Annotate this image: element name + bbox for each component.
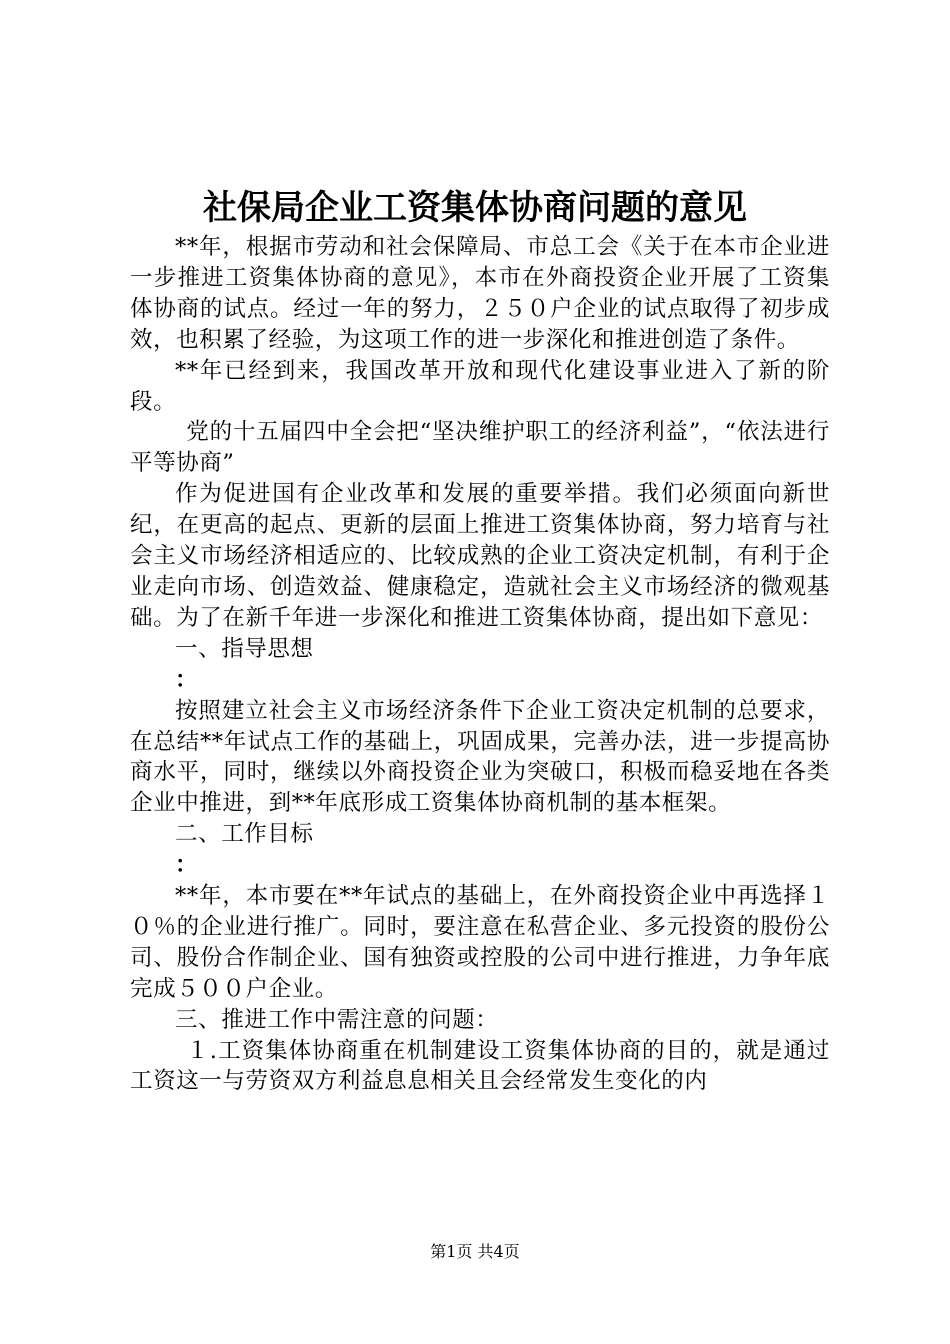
paragraph-measures: 作为促进国有企业改革和发展的重要举措。我们必须面向新世纪，在更高的起点、更新的层面上推进工资集体协商，努力培育与社会主义市场经济相适应的、比较成熟的企业工资决定机制，有利于企业走向市场、创造效益、健康稳定，造就社会主义市场经济的微观基础。为了在新千年进一步深化和推进工资集体协商，提出如下意见： xyxy=(130,481,830,631)
paragraph-intro: **年，根据市劳动和社会保障局、市总工会《关于在本市企业进一步推进工资集体协商的意见》，本市在外商投资企业开展了工资集体协商的试点。经过一年的努力，２５０户企业的试点取得了初步成效，也积累了经验，为这项工作的进一步深化和推进创造了条件。 xyxy=(130,234,830,353)
paragraph-issue-1: １.工资集体协商重在机制建设工资集体协商的目的，就是通过工资这一与劳资双方利益息息相关且会经常发生变化的内 xyxy=(130,1037,830,1095)
paragraph-new-stage: **年已经到来，我国改革开放和现代化建设事业进入了新的阶段。 xyxy=(130,357,830,415)
paragraph-plenum: 党的十五届四中全会把“坚决维护职工的经济利益”，“依法进行平等协商” xyxy=(130,419,830,477)
section-heading-issues: 三、推进工作中需注意的问题： xyxy=(175,1006,499,1033)
section-colon: ： xyxy=(175,666,199,693)
document-body xyxy=(130,232,830,1097)
page-footer: 第1页 共4页 xyxy=(430,1242,520,1261)
section-heading-guiding-thought: 一、指导思想 xyxy=(175,635,314,662)
paragraph-guiding-thought: 按照建立社会主义市场经济条件下企业工资决定机制的总要求，在总结**年试点工作的基础上，巩固成果，完善办法，进一步提高协商水平，同时，继续以外商投资企业为突破口，积极而稳妥地在各类企业中推进，到**年底形成工资集体协商机制的基本框架。 xyxy=(130,697,830,817)
section-heading-work-goals: 二、工作目标 xyxy=(175,821,314,848)
paragraph-work-goals: **年，本市要在**年试点的基础上，在外商投资企业中再选择１０％的企业进行推广。同时，要注意在私营企业、多元投资的股份公司、股份合作制企业、国有独资或控股的公司中进行推进，力争年底完成５００户企业。 xyxy=(130,883,830,1002)
document-title: 社保局企业工资集体协商问题的意见 xyxy=(203,188,747,228)
section-colon: ： xyxy=(175,852,199,879)
